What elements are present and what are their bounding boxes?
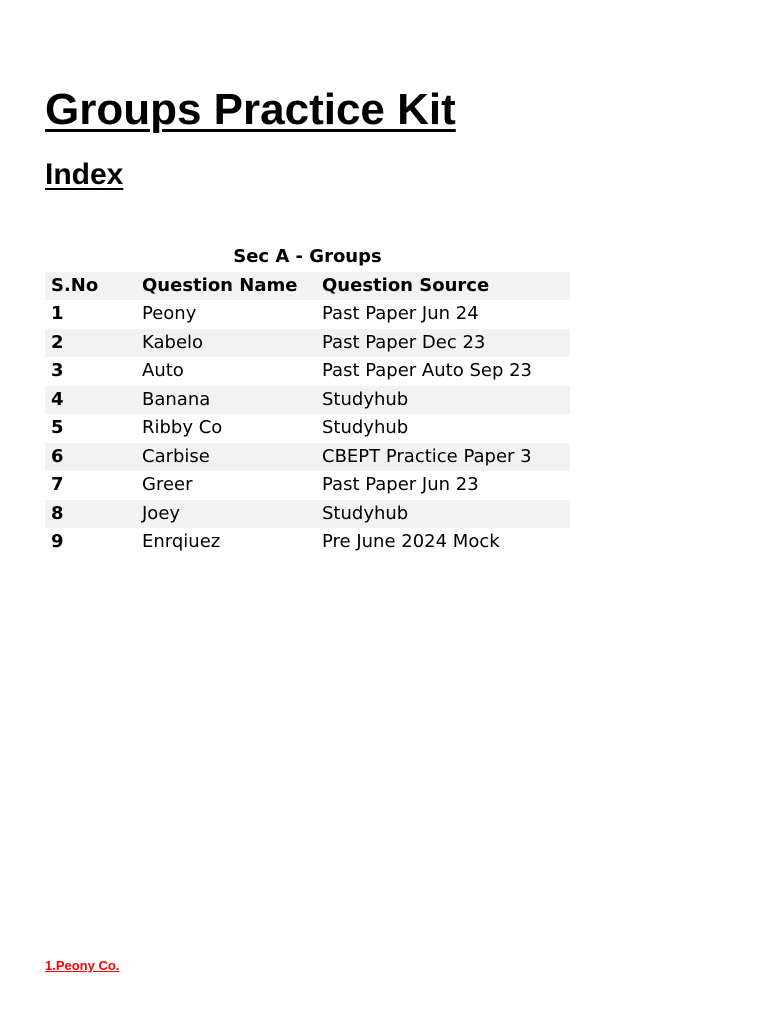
table-row — [45, 386, 570, 415]
row-question-name: Peony — [142, 303, 197, 324]
row-sno: 9 — [51, 531, 64, 552]
row-sno: 8 — [51, 502, 64, 524]
question-link-peony[interactable]: 1.Peony Co. — [45, 958, 120, 973]
row-sno: 3 — [51, 360, 64, 381]
row-sno: 5 — [51, 417, 64, 438]
row-question-name: Greer — [142, 474, 193, 495]
table-row — [45, 443, 570, 472]
row-question-source: Past Paper Auto Sep 23 — [322, 360, 532, 381]
row-question-name: Carbise — [142, 445, 210, 467]
row-question-name: Enrqiuez — [142, 531, 221, 552]
table-row — [45, 357, 570, 386]
row-sno: 7 — [51, 474, 64, 495]
table-row — [45, 300, 570, 329]
row-sno: 1 — [51, 303, 64, 324]
row-question-source: Studyhub — [322, 388, 409, 410]
index-table — [45, 243, 570, 557]
row-question-name: Ribby Co — [142, 417, 223, 438]
row-question-source: Past Paper Jun 23 — [322, 474, 479, 495]
row-question-source: Past Paper Jun 24 — [322, 303, 479, 324]
row-sno: 2 — [51, 331, 64, 353]
row-question-name: Kabelo — [142, 331, 204, 353]
table-row — [45, 329, 570, 358]
row-sno: 6 — [51, 445, 64, 467]
section-heading: Sec A - Groups — [45, 243, 570, 272]
row-question-source: Studyhub — [322, 502, 409, 524]
row-sno: 4 — [51, 388, 64, 410]
row-question-name: Banana — [142, 388, 211, 410]
row-question-source: Past Paper Dec 23 — [322, 331, 486, 353]
row-question-name: Joey — [142, 502, 181, 524]
column-header-question-name: Question Name — [142, 274, 298, 296]
row-question-source: CBEPT Practice Paper 3 — [322, 445, 532, 467]
row-question-source: Studyhub — [322, 417, 409, 438]
table-row — [45, 414, 570, 443]
section-heading-row — [45, 243, 570, 272]
column-header-sno: S.No — [51, 274, 99, 296]
table-row — [45, 500, 570, 529]
index-heading: Index — [45, 158, 124, 191]
column-header-question-source: Question Source — [322, 274, 490, 296]
table-header-row — [45, 272, 570, 301]
document-title: Groups Practice Kit — [45, 85, 456, 134]
table-row — [45, 528, 570, 557]
table-row — [45, 471, 570, 500]
row-question-source: Pre June 2024 Mock — [322, 531, 500, 552]
row-question-name: Auto — [142, 360, 184, 381]
